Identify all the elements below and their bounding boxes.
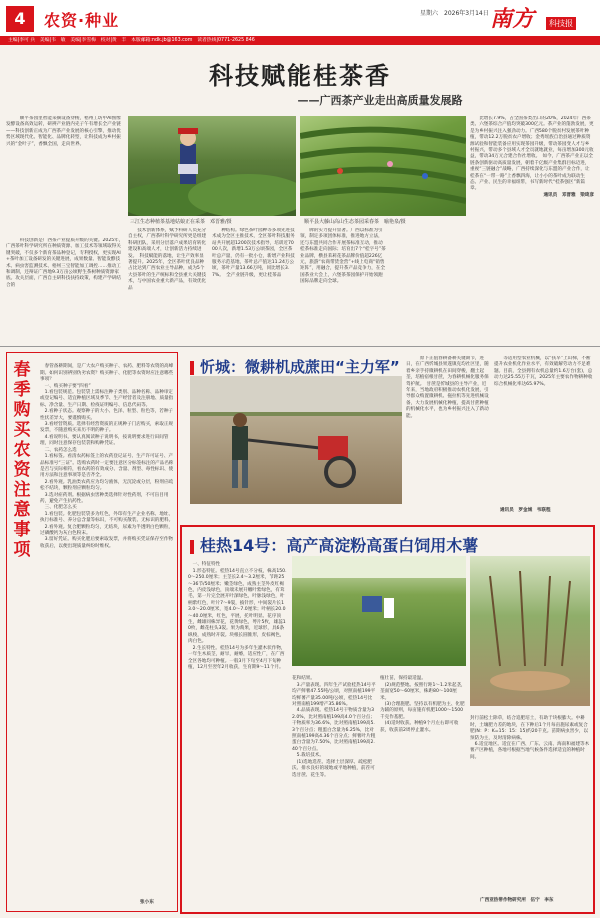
cassava-field-illustration — [292, 556, 466, 666]
guire-col4-text: 封行前松土除草，结合追肥培土，有助于块根膨大。中耕时，土壤肥力差的地块，在下种后1个月每亩施尿素或复合肥(N：P：K=15：15：15)约20千克。苗期病虫害少，以预防为主，及时清除病株。 6.适宜地区。适宜在广西、广东、云南、海南和福建等木薯产区种植，各地可根据当地气候条件选择适宜的种植时间。 — [470, 716, 590, 760]
editor-info-bar: 主编|李可 兵 美编|韦 敏 美编|李雪梅 校对|黄 丰 本版邮箱:ndk.jb@163.com 读者热线|0771-2625 846 — [0, 36, 600, 45]
xinzhou-title-text: 忻城：微耕机成蔗田“主力军” — [200, 358, 400, 376]
lead-body-b — [128, 228, 208, 340]
guire-title — [190, 533, 478, 556]
guire-col3-text: 植壮苗，保持最适温。 (2)规范整地。按照行距1～1.2米起垄，垄面宽50～60厘米，株距80～100厘米。 (3)合理施肥。坚持以有机肥为主、化肥为辅的原则，每亩施有机肥1000～1500千克作基肥。 (4)适时收获。种植9个月左右即可收获，收获前2周停止灌水。 — [380, 676, 466, 733]
guire-title-text: 桂热14号：高产高淀粉高蛋白饲用木薯 — [200, 536, 479, 555]
lead-body-c — [212, 228, 296, 340]
guire-col2-text: 花和结果。 3.产量表现。四年生产试验桂热14号平均产鲜薯47.55吨/公顷，对照南植199平均鲜薯产量35.00吨/公顷，桂热14号比对照南植199增产35.86%。 4.品质表现。桂热14号干物质含量为32.0%，比对照南植199高4.0个百分点；干物质率为36.6%，比对照南植199高5.3个百分点；粗蛋白含量为6.25%，比对照南植199高4.36个百分点；鲜薯叶片粗蛋白含量为7.50%，比对照南植199高2.40个百分点。 5.栽培技术。 (1)选地选茬。选择土层深厚、疏松肥沃、排水良好的坡地或平地种植，前茬可选甘蔗、花生等。 — [292, 676, 376, 778]
section-divider — [0, 346, 600, 347]
guire-byline: 广西亚热带作物研究所 伍宁 李东 — [480, 898, 554, 903]
guire-col3 — [380, 670, 466, 910]
xinzhou-body — [406, 356, 490, 516]
guire-col1 — [188, 556, 288, 910]
tea-picking-photo — [128, 116, 296, 216]
cassava-field-photo — [292, 556, 466, 666]
cassava-roots-photo — [470, 556, 590, 706]
guire-col2 — [292, 670, 376, 910]
tiller-photo — [190, 376, 402, 504]
tiller-illustration — [190, 376, 402, 504]
cassava-roots-illustration — [470, 556, 590, 706]
newspaper-logo — [490, 2, 592, 30]
section-title: 农资·种业 — [44, 11, 120, 30]
sidebar-title: 春季购买农资注意事项 — [13, 360, 31, 560]
lead-body-d — [300, 228, 386, 340]
photo1-caption: 三江生态种植茶基地姑娘正在采茶 邓晋雅/摄 — [130, 219, 232, 225]
xinzhou-body-2 — [494, 356, 594, 506]
sidebar-byline: 张小东 — [140, 900, 154, 905]
photo2-caption: 顺平县大藤山高山生态茶园采春茶 喻艳泉/摄 — [304, 219, 406, 225]
issue-date: 星期六 2026年3月14日 — [420, 10, 489, 17]
lead-subheadline: ——广西茶产业走出高质量发展路 — [297, 94, 463, 107]
lead-body-b-text: 技术创新体系，赋予科研人员充分自主权，广西茶叶科学研究所更是组建科研团队，采用分层落户成果培育转化建设和高端人才，让创新活力持续迸发。 科技赋能的落地，让生产效率显著提升。2025年，全区茶叶优良品种占比达到广西农业主导品种，成为5个大县茶叶的生产统标和全县重大关键技术，与中国农业重大新产品，有效优化品 — [128, 228, 207, 291]
title-accent — [190, 361, 194, 375]
guire-col1-text: 一、特征特性 1.形态特征。桂热14号直立不分枝，株高150.0～250.0厘米；主茎长2.4～3.2厘米，节距25～36节/50厘米；嫩茎绿色，成熟主茎外皮红褐色，内皮浅绿色，顶端未展开嫩叶紫绿色，有茸毛，第一片完全展开叶深绿色，叶脉浅绿色，叶柄紫红色，叶片7～9裂，披针形，中间裂片长13.0～20.0厘米，宽4.0～7.0厘米；叶柄长20.0～40.0厘米，红色，平展，托叶明显。花序顶生，雌雄同株异花，花黄绿色，萼片5枚，雄蕊10枚，雌花柱头3裂。果为蒴果，近球形，具6条纵棱，成熟时开裂。块根长圆锥形，皮棕褐色，肉白色。 2.生长特性。桂热14号为多年生灌木状作物，一年生木质茎，耐旱，耐瘠，适应性广，在广西全区各地均可种植。一般3月下旬至4月下旬种植，12月至翌年2月收获，生育期9～11个月。 — [188, 562, 287, 670]
logo-brand: 南方 — [490, 6, 535, 32]
lead-headline: 科技赋能桂茶香 — [209, 61, 391, 90]
page-number: 4 — [6, 6, 34, 32]
tea-garden-photo — [300, 116, 466, 216]
guire-col4 — [470, 710, 590, 900]
lead-body-e-text: 比增长7.9%，占全国茶类出口的20%，2024年广西茶类、六堡茶综合产值均突破300亿元。茶产业的蓬勃发展，更是为乡村振兴注入强劲动力。广西580个脱贫村发展茶叶种植，带动12.2万脱贫农户增收；金秀瑶族自治县通过种质资源试验和智能装备应用实现茶园升级，带动茶园变人才与乡村振兴，带动多个县域人才全员就地就业，每亩增加300元收益，带动34万元合建合作社增收。 如今，广西茶产业正以全链条创新驱动高质量发展，朝着千亿级产业集群目标迈进，重视“三链融合”战略，广西持续深化与东盟的产业合作，让桂茶在“一带一路”上香飘四海，让小小的茶叶成为联动生态、产业、民生的幸福纽带，书写新时代“桂茶强区”新篇章。 — [470, 116, 594, 192]
title-accent — [190, 540, 194, 554]
tea-picking-illustration — [128, 116, 296, 216]
xinzhou-byline: 通讯员 罗金城 韦联程 — [500, 508, 551, 513]
lead-intro-text: 顺平茶园里智能采摘设备穿梭，梧州工坊中AI图像发酵设备高效运转，研辨产业链内壳子午有增长全产业链——科技创新正成为广西茶产业发展的核心引擎，推动优势区域现代化、智能化、品牌化转型，让科技成为乡村振兴的“金叶子”，香飘全国，走向世界。 — [6, 116, 121, 147]
logo-sub: 科技报 — [546, 17, 576, 30]
sidebar-body-text: 春管备耕期间，是广大农户购买种子、农药、肥料等农资的高峰期。如何识别辨别伪劣农资？购买种子、化肥等农资时应注意哪些事项？ 一、购买种子要“四看” 1.看包装规范。包装袋上需标注种子类别、品种名称、品种审定或登记编号、适宜种植区域及季节、生产经营者及注册地、质量指标、净含量、生产日期、检疫证明编号、信息代码等。 2.看种子状态。观察种子的大小、色泽、粒型、粒色等，若种子性状差异大，要谨慎购买。 3.看经营资质。选择有经营资质的正规种子门店购买，索取正规发票，不随意购买来历不明的种子。 4.看说明书。要认真阅读种子说明书，按说明要求进行田间管理，同时注意保存包装袋和购种凭证。 二、农药怎么选 1.看标签。看清农药标签上的农药登记证号、生产许可证号、产品标准号“三证”。选购农药时一定要注意区分标签标注的产品名称是否与实际相符，看农药的有效成分、含量、剂型、毒性标识、使用方法和注意事项等是否齐全。 2.看外观。乳油类农药应为均匀液体，无沉淀或分层，粉剂应疏松不结块，颗粒剂应颗粒均匀。 3.选对症药剂。根据病虫害种类选择针对性药剂，不可盲目用药，避免产生抗药性。 三、化肥怎么买 1.看包装。化肥包装袋多为红色，外印有生产企业名称、地址、执行标准号、养分总含量等标识，不可购买散装、无标识的肥料。 2.看外观。复合肥颗粒均匀，无结块，尿素为半透明白色颗粒，过磷酸钙为灰白色粉末。 3.留好凭证。购买化肥后要索取发票，并将购买凭证保存至作物收获后，以便出现质量纠纷时维权。 — [40, 364, 174, 549]
xinzhou-body2-text: 等适用型农业机械，以“扶早”上山梯，不断提升农业机化作业水平，有效破解劳动力不足难题。目前，全县拥有农机总量约1.6万台(套)，总动力达25.55万千瓦，2025年主要农作物耕种收综合机械化率达65.97%。 — [494, 356, 593, 387]
xinzhou-title — [190, 356, 400, 377]
lead-intro — [6, 116, 124, 234]
lead-body-e — [470, 116, 594, 338]
sidebar-body — [40, 358, 174, 898]
lead-body-d-text: 牌的实力提升显著。广西以标准为引领，制定多项团体标准，推进地方立法，还与东盟共同合作开展茶标准互动，推动桂茶标准走向国际；培育出7个“桂字号”茶业品牌，横县茉莉花茶品牌价值超226亿元，旅游“农商带货金营”+线上电商“销售矩阵”，用融合，提升茶产品竞争力，在全国茶业大会上，六堡茶茶园保护开始领跑国际品牌走向全球。 — [300, 228, 386, 285]
lead-byline: 通讯员 邓晋雅 梁琦彦 — [543, 192, 594, 198]
tea-garden-illustration — [300, 116, 466, 216]
lead-body-a — [6, 238, 124, 340]
lead-body-c-text: 种结构。绿色茶叶园种等多项先进技术成为全区主推技术，全区茶叶科技服务站共开展超1200次技术指导，培训近7000人次，新增1.53万公顷茶园，全区茶叶总产量，仍有一批小仓，新增产业科技服务示范基地，茶叶总产值达11.24万公顷，茶叶产量13.66万吨，同比增长3.7%。 全产业链升级，更让桂茶品 — [212, 228, 295, 278]
xinzhou-body-text: 原下正值春耕备耕关键期节，进日，在广西忻城县果遂镇克均社区里，随着乡亲手持微耕机在田间穿梭，翻土起垄，培植宿根甘蔗，为春耕机械化服务保驾护航。 甘蔗是忻城县的主导产业，近年来，当地政府积极推动农机化发展，引导群众购置微耕机、拖拉机等先进机械设备，大力发展机械化种植，提高甘蔗种植的机械化水平，也为乡村振兴注入了新动能。 — [406, 356, 489, 419]
lead-body-a-text: 科技创新是广西茶产业提质升级的关键。2025年，广西茶叶科学研究所在种质资源、加工技术等领域取得关键突破，不仅多个新育茶品种登记，专利授权，更实现AI+茶叶加工设备研发的关键进展，成果数量、智能发酵技术、病虫害监测技术、梧州三宝智能加工调控……推动工和调制，还辩证广西地9.3万亩公顷野生茶树种质资源家底。攻关层面，广西自主研科技扶持政策，构建产学研结合的 — [6, 238, 124, 288]
